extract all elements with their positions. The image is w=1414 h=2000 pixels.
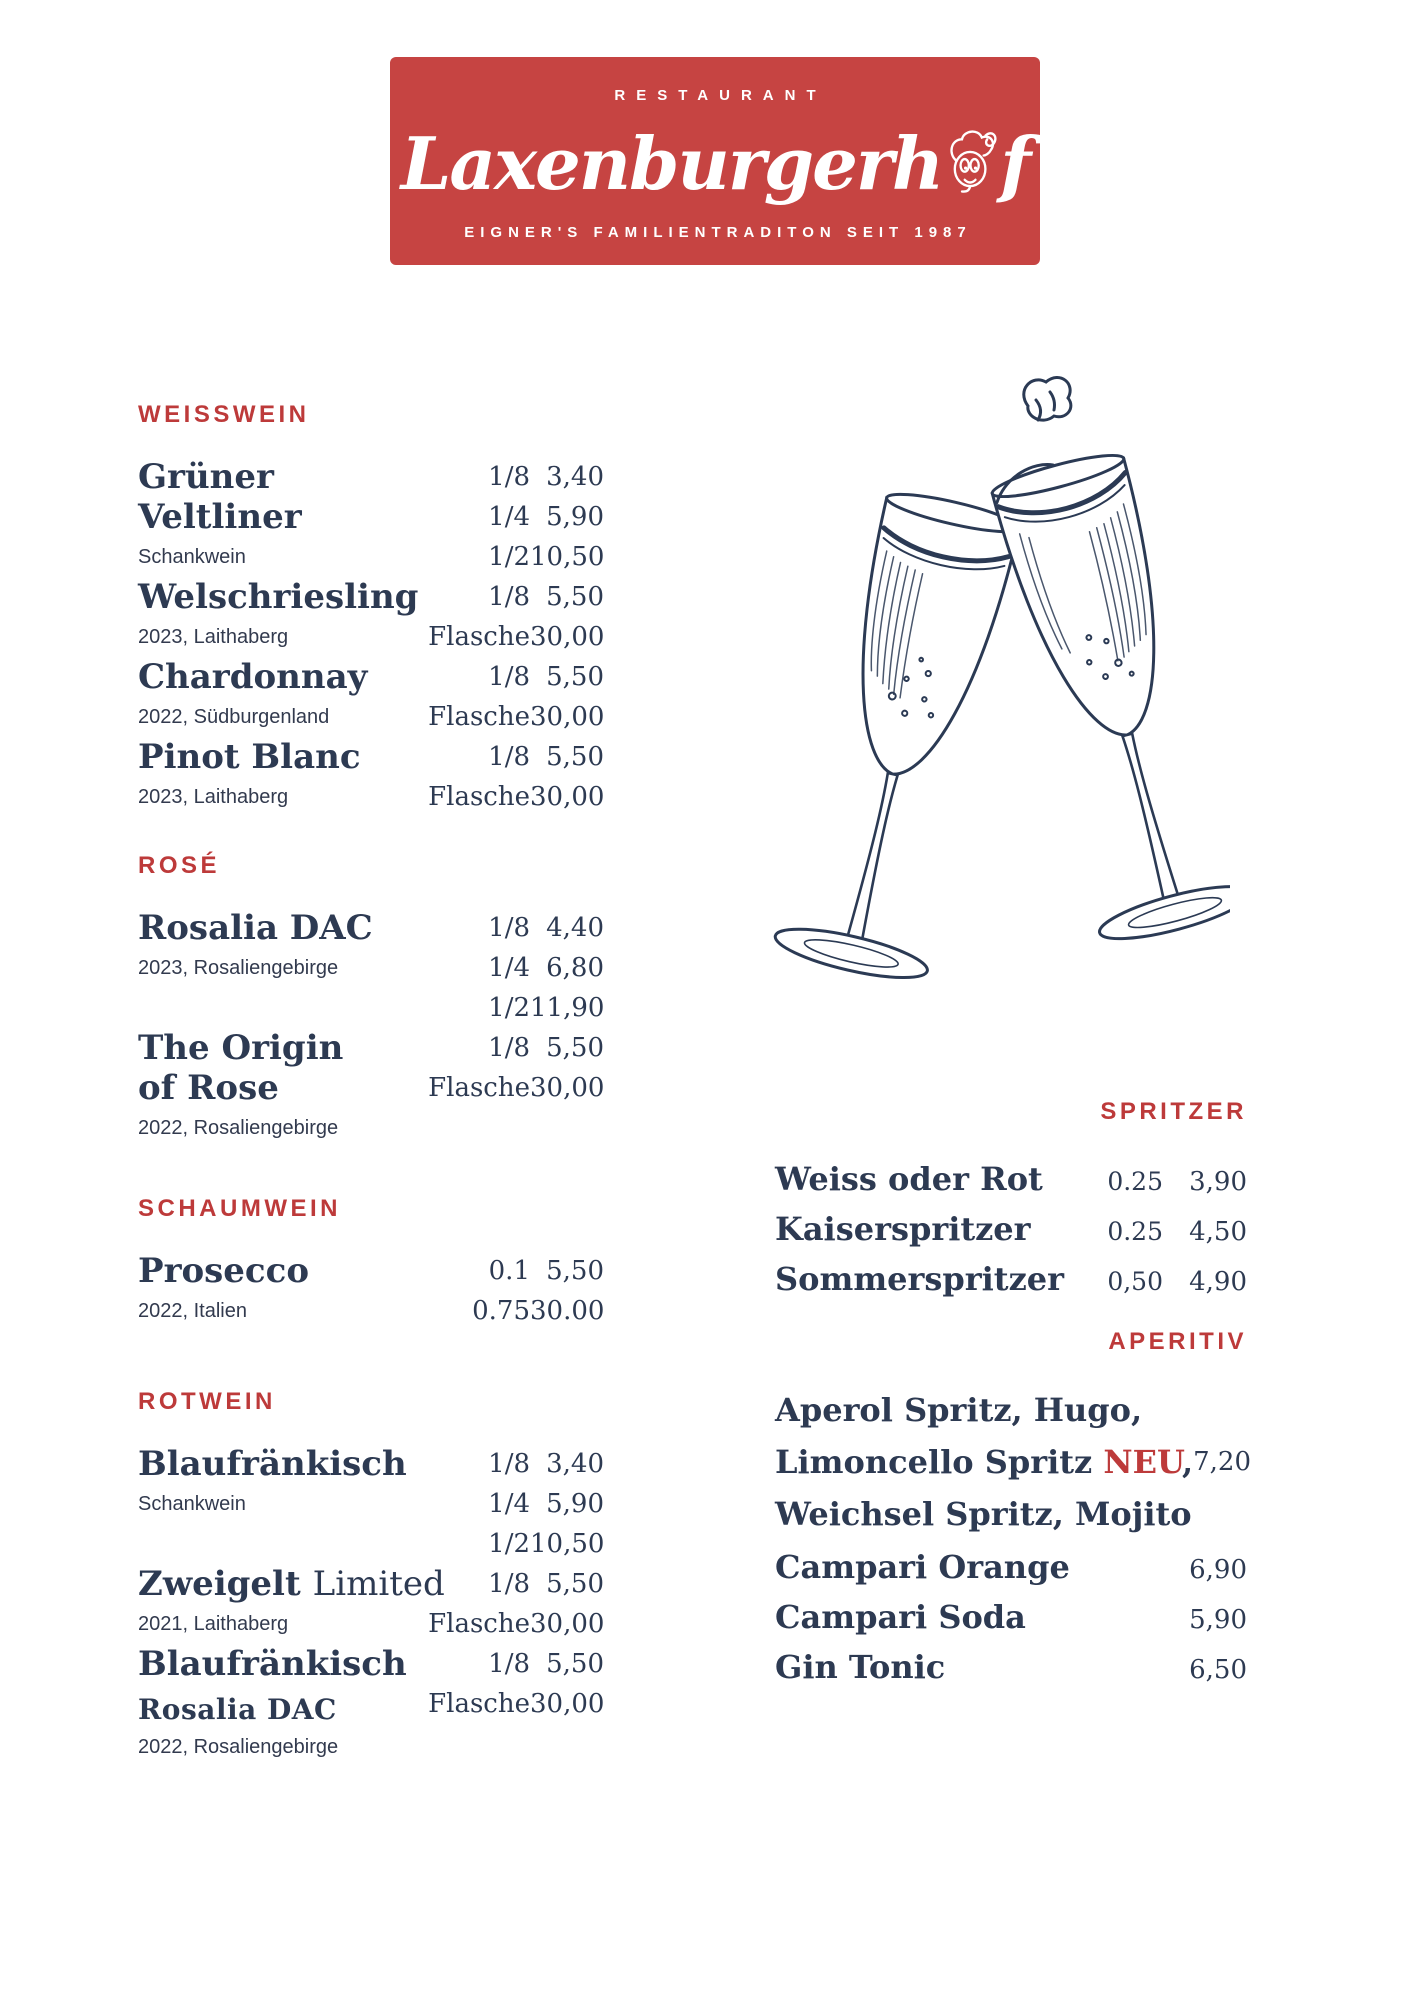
section-heading-schaumwein: SCHAUMWEIN (138, 1195, 341, 1222)
drink-item-campari-soda (775, 1592, 1247, 1642)
wine-item-prosecco (138, 1251, 604, 1331)
wine-subtitle: 2022, Südburgenland (138, 706, 330, 728)
banner-tagline: EIGNER'S FAMILIENTRADITON SEIT 1987 (464, 224, 972, 241)
size-label: 1/8 (488, 1569, 530, 1599)
price-value: 3,40 (546, 462, 604, 492)
price-value: 5,50 (546, 1033, 604, 1063)
price-table (378, 657, 604, 737)
combo-line-2 (775, 1436, 1193, 1488)
price-value: 4,90 (1189, 1267, 1247, 1297)
wine-item-chardonnay (138, 657, 604, 737)
drink-name: Campari Soda (775, 1598, 1026, 1636)
wine-subtitle: Schankwein (138, 546, 246, 568)
wine-subname: Rosalia DAC (138, 1693, 337, 1726)
size-label: Flasche (428, 622, 530, 652)
wine-item-welschriesling (138, 577, 604, 657)
price-value: 5,50 (546, 1569, 604, 1599)
size-label: 1/2 (488, 542, 530, 572)
drink-item-spritz-combo (775, 1384, 1251, 1540)
drink-name: Campari Orange (775, 1548, 1070, 1586)
price-value: 30,00 (530, 782, 605, 812)
size-label: 1/8 (488, 913, 530, 943)
section-heading-rotwein: ROTWEIN (138, 1388, 276, 1415)
price-value: 5,50 (546, 742, 604, 772)
wine-item-zweigelt-limited (138, 1564, 604, 1644)
section-heading-weisswein: WEISSWEIN (138, 401, 310, 428)
price-value: 5,50 (546, 582, 604, 612)
restaurant-banner (390, 57, 1040, 265)
section-rotwein (138, 1390, 604, 1761)
size-label: 1/4 (488, 953, 530, 983)
price-value: 5,50 (546, 1256, 604, 1286)
drink-name: Gin Tonic (775, 1648, 946, 1686)
drink-item-campari-orange (775, 1542, 1247, 1592)
size-label: 1/8 (488, 462, 530, 492)
drink-item-kaiserspritzer (775, 1204, 1247, 1254)
price-value: 5,90 (1189, 1605, 1247, 1635)
wine-name-suffix: Limited (312, 1564, 445, 1604)
wine-name: Chardonnay (138, 657, 368, 697)
price-value: 30,00 (530, 1073, 605, 1103)
price-value: 11,90 (530, 993, 605, 1023)
size-label: 0.1 (488, 1256, 530, 1286)
size-label: Flasche (428, 702, 530, 732)
size-label: 1/8 (488, 1649, 530, 1679)
drink-item-sommerspritzer (775, 1254, 1247, 1304)
size-label: 0.75 (472, 1296, 530, 1326)
wine-item-blaufraenkisch-rosalia (138, 1644, 604, 1761)
price-value: 5,90 (546, 502, 604, 532)
wine-name: Blaufränkisch (138, 1644, 407, 1684)
price-table (378, 457, 604, 577)
wine-subtitle: 2023, Laithaberg (138, 786, 289, 808)
section-heading-aperitiv: APERITIV (1108, 1328, 1247, 1355)
price-table (378, 737, 604, 817)
chef-icon (944, 125, 998, 195)
price-value: 30,00 (530, 1689, 605, 1719)
section-heading-spritzer: SPRITZER (1100, 1098, 1247, 1125)
drink-item-weiss-oder-rot (775, 1154, 1247, 1204)
wine-subtitle: 2023, Rosaliengebirge (138, 957, 339, 979)
price-value: 6,50 (1189, 1655, 1247, 1685)
drink-item-gin-tonic (775, 1642, 1247, 1692)
price-table (378, 1251, 604, 1331)
price-value: 3,90 (1189, 1167, 1247, 1197)
price-value: 5,50 (546, 662, 604, 692)
size-label: 1/4 (488, 502, 530, 532)
size-label: 1/2 (488, 993, 530, 1023)
brand-logo (400, 121, 1030, 206)
section-schaumwein (138, 1197, 604, 1331)
price-table (378, 1444, 604, 1564)
wine-name: Welschriesling (138, 577, 419, 617)
drink-name: Weiss oder Rot (775, 1160, 1043, 1198)
size-label: 1/8 (488, 662, 530, 692)
size-label: 0.25 (1107, 1167, 1163, 1196)
drink-name: Kaiserspritzer (775, 1210, 1031, 1248)
size-label: Flasche (428, 1689, 530, 1719)
combo-line-2-post: , (1181, 1443, 1194, 1481)
wine-list-column (138, 403, 604, 1761)
price-value: 6,80 (546, 953, 604, 983)
price-value: 5,90 (546, 1489, 604, 1519)
size-label: 0.25 (1107, 1217, 1163, 1246)
wine-item-blaufraenkisch (138, 1444, 604, 1564)
size-label: 1/2 (488, 1529, 530, 1559)
wine-name: Grüner Veltliner (138, 457, 302, 537)
price-value: 4,50 (1189, 1217, 1247, 1247)
brand-name-suffix: f (1000, 121, 1030, 206)
price-table (378, 1564, 604, 1644)
price-value: 5,50 (546, 1649, 604, 1679)
size-label: 1/8 (488, 742, 530, 772)
wine-item-gruener-veltliner (138, 457, 604, 577)
price-value: 3,40 (546, 1449, 604, 1479)
combo-line-1: Aperol Spritz, Hugo, (775, 1391, 1143, 1429)
section-heading-rose: ROSÉ (138, 852, 221, 879)
price-value: 10,50 (530, 1529, 605, 1559)
combo-line-3: Weichsel Spritz, Mojito (775, 1495, 1192, 1533)
size-label: Flasche (428, 782, 530, 812)
wine-name-main: Zweigelt (138, 1564, 301, 1604)
wine-name: Rosalia DAC (138, 908, 373, 948)
price-value: 30,00 (530, 622, 605, 652)
price-value: 4,40 (546, 913, 604, 943)
size-label: Flasche (428, 1609, 530, 1639)
size-label: Flasche (428, 1073, 530, 1103)
section-weisswein (138, 403, 604, 817)
section-spritzer (775, 1100, 1247, 1304)
wine-name: The Origin of Rose (138, 1028, 344, 1108)
brand-name-prefix: Laxenburgerh (400, 121, 943, 206)
size-label: 0,50 (1107, 1267, 1163, 1296)
combo-line-2-pre: Limoncello Spritz (775, 1443, 1104, 1481)
price-table (378, 908, 604, 1028)
section-rose (138, 854, 604, 1142)
wine-subtitle: 2022, Rosaliengebirge (138, 1736, 339, 1758)
neu-badge: NEU (1103, 1443, 1182, 1481)
size-label: 1/8 (488, 1449, 530, 1479)
size-label: 1/8 (488, 582, 530, 612)
price-value: 30,00 (530, 702, 605, 732)
wine-name: Pinot Blanc (138, 737, 361, 777)
section-aperitiv (775, 1328, 1251, 1692)
combo-lines (775, 1384, 1193, 1540)
banner-kicker: RESTAURANT (614, 87, 827, 104)
price-value: 30.00 (530, 1296, 605, 1326)
price-table (378, 1028, 604, 1108)
price-table (378, 1644, 604, 1724)
size-label: 1/4 (488, 1489, 530, 1519)
wine-subtitle: 2022, Italien (138, 1300, 247, 1322)
wine-name (138, 1564, 445, 1604)
drink-name: Sommerspritzer (775, 1260, 1064, 1298)
price-value: 30,00 (530, 1609, 605, 1639)
price-value: 7,20 (1193, 1447, 1251, 1477)
wine-item-origin-of-rose (138, 1028, 604, 1142)
price-value: 10,50 (530, 542, 605, 572)
wine-item-pinot-blanc (138, 737, 604, 817)
wine-subtitle: 2021, Laithaberg (138, 1613, 289, 1635)
size-label: 1/8 (488, 1033, 530, 1063)
champagne-glasses-illustration (738, 348, 1230, 1012)
wine-subtitle: 2023, Laithaberg (138, 626, 289, 648)
wine-subtitle: Schankwein (138, 1493, 246, 1515)
wine-name: Blaufränkisch (138, 1444, 407, 1484)
wine-name: Prosecco (138, 1251, 310, 1291)
price-table (378, 577, 604, 657)
price-value: 6,90 (1189, 1555, 1247, 1585)
wine-item-rosalia-dac (138, 908, 604, 1028)
wine-subtitle: 2022, Rosaliengebirge (138, 1117, 339, 1139)
